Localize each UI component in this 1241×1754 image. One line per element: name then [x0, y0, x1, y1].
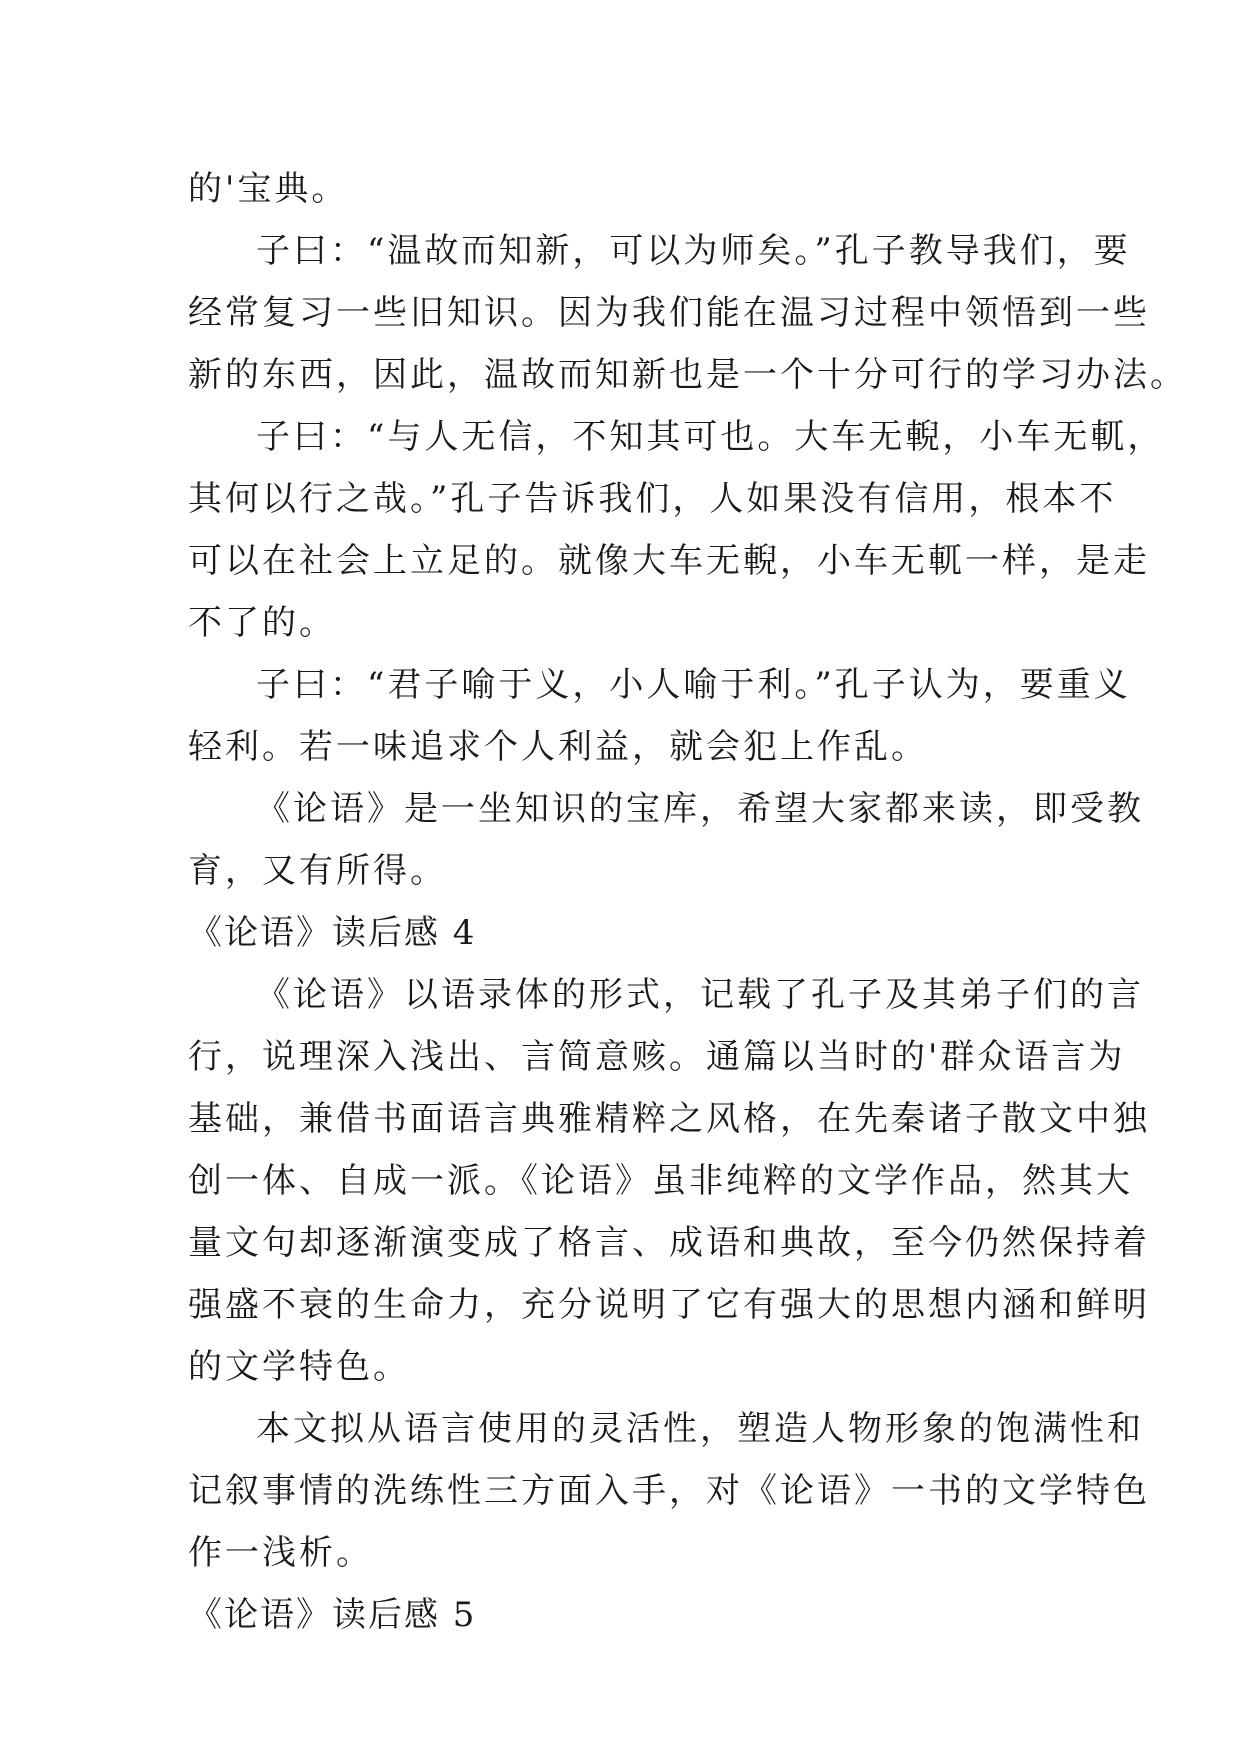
- paragraph-start-line: 子曰：“君子喻于义，小人喻于利。”孔子认为，要重义: [256, 665, 1131, 705]
- document-body: [188, 158, 1187, 1646]
- text-line: 经常复习一些旧知识。因为我们能在温习过程中领悟到一些: [188, 293, 1150, 333]
- paragraph-start-line: 《论语》以语录体的形式，记载了孔子及其弟子们的言: [256, 975, 1144, 1015]
- text-line: 量文句却逐渐演变成了格言、成语和典故，至今仍然保持着: [188, 1223, 1150, 1263]
- section-heading: 《论语》读后感 4: [188, 913, 477, 953]
- section-heading: 《论语》读后感 5: [188, 1595, 477, 1635]
- text-line: 育，又有所得。: [188, 851, 447, 891]
- text-line: 可以在社会上立足的。就像大车无輗，小车无軏一样，是走: [188, 541, 1150, 581]
- text-line: 的'宝典。: [188, 169, 349, 209]
- text-line: 创一体、自成一派。《论语》虽非纯粹的文学作品，然其大: [188, 1161, 1133, 1201]
- text-line: 的文学特色。: [188, 1347, 410, 1387]
- text-line: 基础，兼借书面语言典雅精粹之风格，在先秦诸子散文中独: [188, 1099, 1150, 1139]
- text-line: 记叙事情的洗练性三方面入手，对《论语》一书的文学特色: [188, 1471, 1150, 1511]
- text-line: 轻利。若一味追求个人利益，就会犯上作乱。: [188, 727, 928, 767]
- paragraph-start-line: 子曰：“与人无信，不知其可也。大车无輗，小车无軏，: [256, 417, 1165, 457]
- text-line: 作一浅析。: [188, 1533, 373, 1573]
- paragraph-start-line: 《论语》是一坐知识的宝库，希望大家都来读，即受教: [256, 789, 1144, 829]
- paragraph-start-line: 本文拟从语言使用的灵活性，塑造人物形象的饱满性和: [256, 1409, 1144, 1449]
- text-line: 不了的。: [188, 603, 336, 643]
- text-line: 强盛不衰的生命力，充分说明了它有强大的思想内涵和鲜明: [188, 1285, 1150, 1325]
- paragraph-start-line: 子曰：“温故而知新，可以为师矣。”孔子教导我们，要: [256, 231, 1131, 271]
- text-line: 新的东西，因此，温故而知新也是一个十分可行的学习办法。: [188, 355, 1187, 395]
- text-line: 其何以行之哉。”孔子告诉我们，人如果没有信用，根本不: [188, 479, 1117, 519]
- text-line: 行，说理深入浅出、言简意赅。通篇以当时的'群众语言为: [188, 1037, 1126, 1077]
